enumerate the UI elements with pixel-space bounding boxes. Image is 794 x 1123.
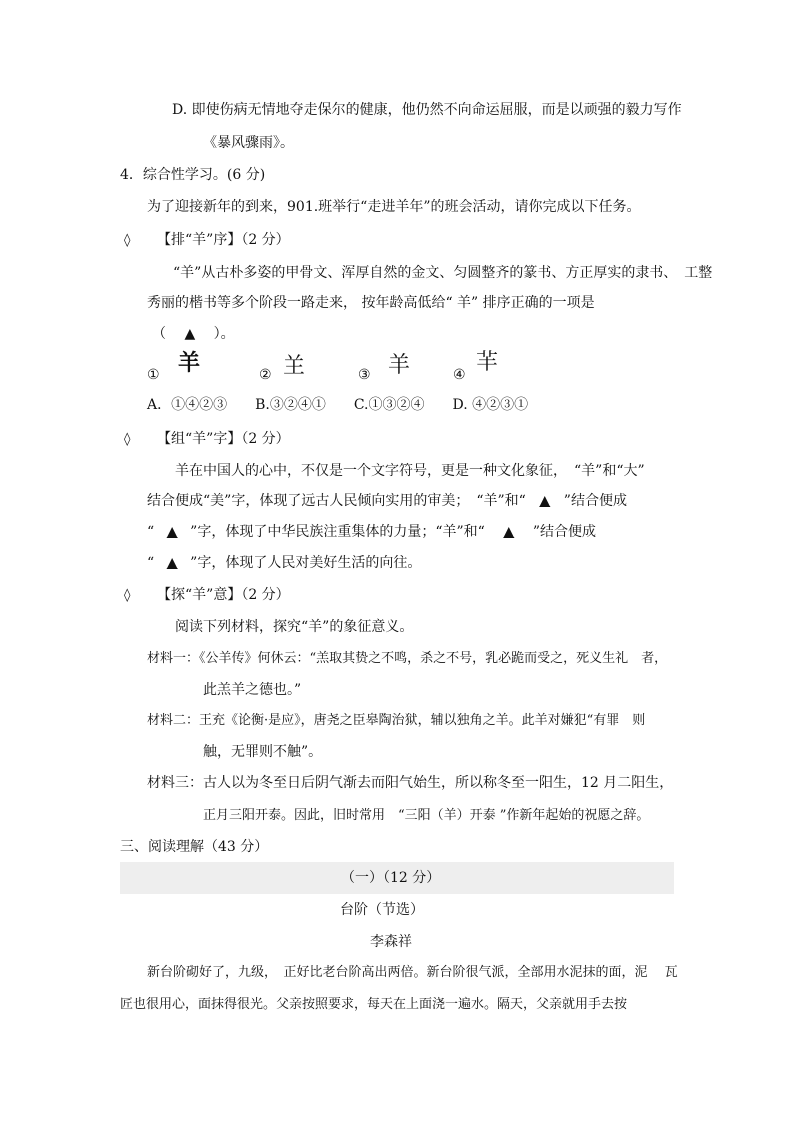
yang-glyph-3: 羊 [388,353,411,378]
article-paragraph-line2: 匠也很用心，面抹得很光。父亲按照要求，每天在上面浇一遍水。隔天，父亲就用手去按 [120,997,628,1012]
task3-marker: ◊ [124,588,131,603]
q3-option-d-line2: 《暴风骤雨》。 [203,135,294,151]
option-num-4: ④ [453,367,466,383]
task2-marker: ◊ [124,432,131,447]
article-author: 李森祥 [370,934,412,950]
task2-line4-text-a: “ [147,555,155,571]
task2-title: 【组“羊”字】（2 分） [157,431,290,447]
task2-line3-text-c: ”结合便成 [532,524,596,540]
task2-line1: 羊在中国人的心中，不仅是一个文字符号，更是一种文化象征， “羊”和“大” [175,463,645,479]
material1-line1: 材料一：《公羊传》何休云：“羔取其贽之不鸣，杀之不号，乳必跪而受之，死义生礼 者， [147,651,668,666]
task2-blank-3: ▲ [503,524,515,540]
q3-option-d-line1: D. 即使伤病无情地夺走保尔的健康，他仍然不向命运屈服，而是以顽强的毅力写作 [172,102,682,118]
q4-intro: 为了迎接新年的到来，901.班举行“走进羊年”的班会活动，请你完成以下任务。 [147,199,641,215]
task1-options: A．①④②③ B.③②④① C.①③②④ D. ④②③① [147,397,529,413]
option-num-2: ② [259,367,272,383]
material2-line1: 材料二：王充《论衡·是应》，唐尧之臣皋陶治狱，辅以独角之羊。此羊对嫌犯“有罪 则 [147,713,646,728]
material3-line2: 正月三阳开泰。因此，旧时常用 “三阳（羊）开泰 ”作新年起始的祝愿之辞。 [203,808,650,823]
option-num-3: ③ [358,367,371,383]
yang-glyph-2: 𦍌 [283,354,306,379]
yang-glyph-1: 羊 [178,351,201,376]
article-paragraph-line1: 新台阶砌好了，九级， 正好比老台阶高出两倍。新台阶很气派，全部用水泥抹的面，泥 瓦 [147,965,678,980]
task3-intro: 阅读下列材料，探究“羊”的象征意义。 [175,619,414,635]
article-title: 台阶（节选） [340,902,424,918]
task1-answer-blank: （ ▲ ）。 [152,326,235,342]
task2-line4-text-b: ”字，体现了人民对美好生活的向往。 [190,555,422,571]
task1-title: 【排“羊”序】（2 分） [157,232,290,248]
task2-line4 [147,553,421,573]
task2-line2-text-b: ”结合便成 [563,493,627,509]
task2-blank-1: ▲ [539,493,551,509]
yang-glyph-4: 𦍋 [476,350,499,375]
material2-line2: 触，无罪则不触”。 [203,744,323,760]
task3-title: 【探“羊”意】（2 分） [157,587,290,603]
task2-blank-4: ▲ [166,555,178,571]
task1-text-line1: “羊”从古朴多姿的甲骨文、浑厚自然的金文、匀圆整齐的篆书、方正厚实的隶书、 工整 [173,265,713,281]
task1-marker: ◊ [124,233,131,248]
task2-line3 [147,522,596,542]
task2-line3-text-a: “ [147,524,155,540]
material3-line1: 材料三：古人以为冬至日后阴气渐去而阳气始生，所以称冬至一阳生，12 月二阳生， [147,775,674,791]
task1-text-line2: 秀丽的楷书等多个阶段一路走来， 按年龄高低给“ 羊” 排序正确的一项是 [147,295,595,311]
task2-line2 [147,491,627,511]
section3-title: 三、阅读理解（43 分） [120,839,269,855]
task2-blank-2: ▲ [166,524,178,540]
task2-line2-text-a: 结合便成“美”字，体现了远古人民倾向实用的审美； “羊”和“ [147,493,526,509]
q4-title: 4．综合性学习。(6 分) [120,167,266,183]
option-num-1: ① [147,367,160,383]
part1-heading: （一）（12 分） [341,870,441,886]
material1-line2: 此羔羊之德也。” [203,682,302,698]
task2-line3-text-b: ”字，体现了中华民族注重集体的力量；“羊”和“ [190,524,485,540]
